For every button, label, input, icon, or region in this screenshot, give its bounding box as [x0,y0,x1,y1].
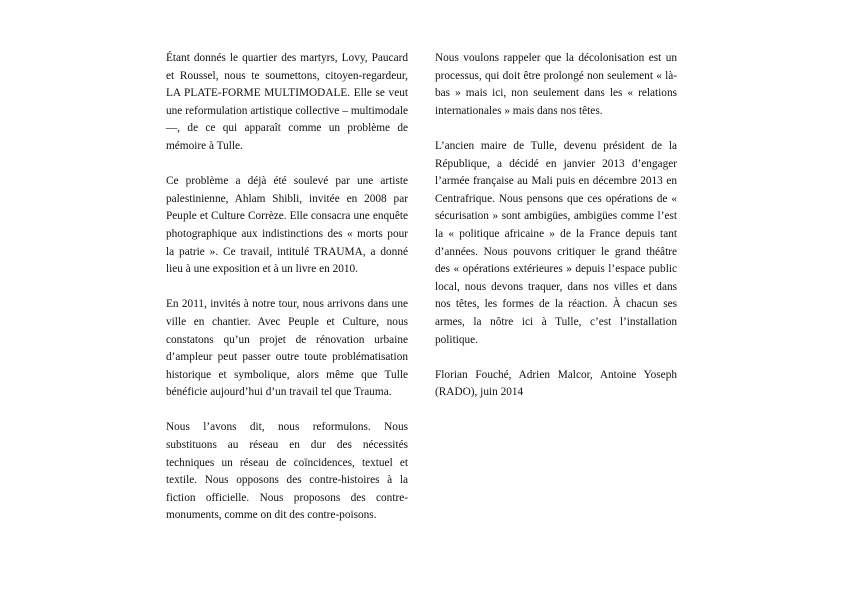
paragraph-ancien-maire: L’ancien maire de Tulle, devenu président de la République, a décidé en janvier 2013 d’engager l’armée française au Mali puis en décembre 2013 en Centrafrique. Nous pensons que ces opérations de « sécurisation » sont ambigües, ambigües comme l’est la « politique africaine » de la France depuis tant d’années. Nous pouvons critiquer le grand théâtre des « opérations extérieures » depuis l’espace public local, nous devons traquer, dans nos villes et dans nos têtes, les formes de la réaction. À chacun ses armes, la nôtre ici à Tulle, c’est l’installation politique. [435,139,677,346]
paragraph-2011: En 2011, invités à notre tour, nous arrivons dans une ville en chantier. Avec Peuple et Culture, nous constatons qu’un projet de rénovation urbaine d’ampleur peut passer outre toute problématisation historique et symbolique, alors même que Tulle bénéficie aujourd’hui d’un travail tel que Trauma. [166,298,408,399]
signature: Florian Fouché, Adrien Malcor, Antoine Yoseph (RADO), juin 2014 [435,368,677,399]
right-text-column [435,50,677,413]
paragraph-intro: Étant donnés le quartier des martyrs, Lovy, Paucard et Roussel, nous te soumettons, citoyen-regardeur, LA PLATE-FORME MULTIMODALE. Elle se veut une reformulation artistique collective – multimodale —, de ce qui apparaît comme un problème de mémoire à Tulle. [166,52,408,152]
paragraph-decolonisation: Nous voulons rappeler que la décolonisation est un processus, qui doit être prolongé non seulement « là-bas » mais ici, non seulement dans les « relations internationales » mais dans nos têtes. [435,52,677,117]
paragraph-shibli: Ce problème a déjà été soulevé par une artiste palestinienne, Ahlam Shibli, invitée en 2008 par Peuple et Culture Corrèze. Elle consacra une enquête photographique aux indistinctions des « morts pour la patrie ». Ce travail, intitulé TRAUMA, a donné lieu à une exposition et à un livre en 2010. [166,175,408,276]
paragraph-reformulation: Nous l’avons dit, nous reformulons. Nous substituons au réseau en dur des nécessités techniques un réseau de coïncidences, textuel et textile. Nous opposons des contre-histoires à la fiction officielle. Nous proposons des contre-monuments, comme on dit des contre-poisons. [166,421,408,522]
left-text-column [166,50,408,543]
